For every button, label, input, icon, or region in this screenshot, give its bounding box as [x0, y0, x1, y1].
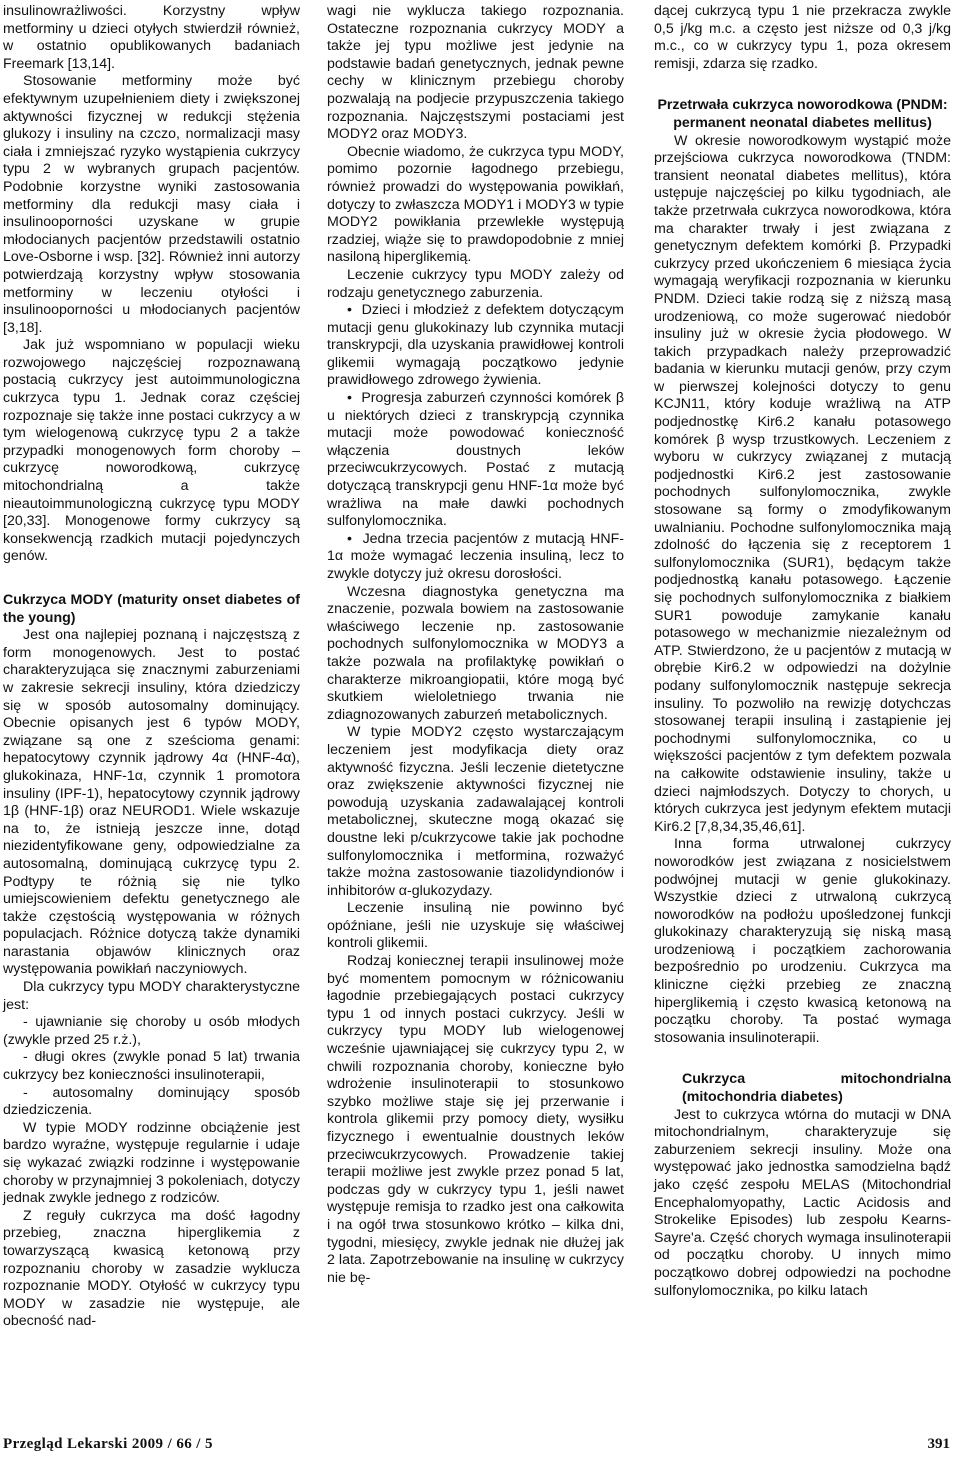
paragraph: Leczenie insuliną nie powinno być opóźniane, jeśli nie uzyskuje się właściwej kontroli glikemii. [327, 900, 624, 952]
paragraph: insulinowrażliwości. Korzystny wpływ metforminy u dzieci otyłych stwierdził również, w ostatnio opublikowanych badaniach Freemark [13,14]. [3, 3, 300, 72]
bullet-item: • Dzieci i młodzież z defektem dotyczącym mutacji genu glukokinazy lub czynnika mutacji transkrypcji, dla uzyskania prawidłowej kontroli glikemii wymagają początkowo jedynie prawidłowego zdrowego żywienia. [327, 302, 624, 390]
page-number: 391 [927, 1436, 950, 1452]
bullet-item: • Progresja zaburzeń czynności komórek β u niektórych dzieci z transkrypcją czynnika mutacji może powodować konieczność włączenia doustnych leków przeciwcukrzycowych. Postać z mutacją dotyczącą transkrypcji genu HNF-1α może być wrażliwa na małe dawki pochodnych sulfonylomocznika. [327, 390, 624, 531]
paragraph: Inna forma utrwalonej cukrzycy noworodków jest związana z nosicielstwem podwójnej mutacji w genie glukokinazy. Wszystkie dzieci z utrwaloną cukrzycą noworodków na podłożu upośledzonej funkcji glukokinazy charakteryzują się niską masą urodzeniową i początkiem zachorowania bezpośrednio po urodzeniu. Cukrzyca ma kliniczne ciężki przebieg ze znaczną hiperglikemią i często kwasicą ketonową na początku choroby. Ta postać wymaga stosowania insulinoterapii. [654, 836, 951, 1046]
text-column-1 [3, 3, 300, 1331]
paragraph: Stosowanie metforminy może być efektywnym uzupełnieniem diety i zwiększonej aktywności fizycznej w redukcji stężenia glukozy i insuliny na czczo, normalizacji masy ciała i zmniejszać ryzyko wystąpienia cukrzycy typu 2 w wybranych grupach pacjentów. Podobnie korzystne wyniki zastosowania metforminy dla redukcji masy ciała i insulinooporności uzyskane w grupie młodocianych pacjentów przedstawili ostatnio Love-Osborne i wsp. [32]. Również inni autorzy potwierdzają korzystny wpływ stosowania metforminy w leczeniu otyłości i insulinooporności u młodocianych pacjentów [3,18]. [3, 73, 300, 336]
paragraph: Rodzaj koniecznej terapii insulinowej może być momentem pomocnym w różnicowaniu łagodnie przebiegających postaci cukrzycy typu 1 od innych postaci cukrzycy. Jeśli w cukrzycy typu MODY lub wielogenowej wcześnie ujawniającej się cukrzycy typu 2, w chwili rozpoznania choroby, konieczne było wdrożenie insulinoterapii to stosunkowo szybko możliwe staje się jej przerwanie i kontrola glikemii przy pomocy diety, wysiłku fizycznego i ewentualnie doustnych leków przeciwcukrzycowych. Prowadzenie takiej terapii możliwe jest zwykle przez ponad 5 lat, podczas gdy w cukrzycy typu 1, jeśli nawet występuje remisja to rzadko jest ona całkowita i na ogół trwa stosunkowo krótko – kilka dni, tygodni, miesięcy, zwykle jednak nie dłużej jak 2 lata. Zapotrzebowanie na insulinę w cukrzycy nie bę- [327, 953, 624, 1286]
paragraph: W okresie noworodkowym wystąpić może przejściowa cukrzyca noworodkowa (TNDM: transient neonatal diabetes mellitus), która ustępuje najczęściej po kilku tygodniach, ale także przetrwała cukrzyca noworodkowa, która ma charakter trwały i jest związana z genetycznym defektem komórki β. Przypadki cukrzycy przed ukończeniem 6 miesiąca życia wymagają weryfikacji rozpoznania w kierunku PNDM. Dzieci takie rodzą się z niższą masą urodzeniową, co może sugerować niedobór insuliny już w okresie życia płodowego. W takich przypadkach należy przeprowadzić badania w kierunku mutacji genów, przy czym w pierwszej kolejności dotyczy to genu KCJN11, który koduje wrażliwą na ATP podjednostkę Kir6.2 kanału potasowego komórek β wysp trzustkowych. Leczeniem z wyboru w cukrzycy związanej z mutacją podjednostki Kir6.2 jest zastosowanie pochodnych sulfonylomocznika, zwykle stosowane są formy o zmodyfikowanym uwalnianiu. Pochodne sulfonylomocznika mają zdolność do łączenia się z receptorem 1 sulfonylomocznika (SUR1), będącym także podjednostką kanału potasowego. Łączenie się pochodnych sulfonylomocznika z białkiem SUR1 powoduje zamykanie kanału potasowego w mechanizmie niezależnym od ATP. Stwierdzono, że u pacjentów z mutacją w obrębie Kir6.2 w odpowiedzi na dożylnie podany sulfonylomocznik następuje sekrecja insuliny. To pozwoliło na rewizję dotychczas stosowanej terapii insuliną i zastąpienie jej pochodnymi sulfonylomocznika, co u większości pacjentów z tym defektem pozwala na całkowite odstawienie insuliny, także u dzieci najmłodszych. Dotyczy to chorych, u których cukrzyca jest jedynym efektem mutacji Kir6.2 [7,8,34,35,46,61]. [654, 132, 951, 835]
journal-citation: Przegląd Lekarski 2009 / 66 / 5 [3, 1436, 213, 1452]
section-heading-mitochondrial: Cukrzyca mitochondrialna (mitochondria diabetes) [682, 1071, 951, 1106]
paragraph: Wczesna diagnostyka genetyczna ma znaczenie, pozwala bowiem na zastosowanie właściwego leczenie np. zastosowanie pochodnych sulfonylomocznika w MODY3 a także pozwala na profilaktykę powikłań o charakterze mikroangiopatii, które mogą być skutkiem wieloletniego trwania nie zdiagnozowanych zaburzeń metabolicznych. [327, 583, 624, 723]
list-item: - ujawnianie się choroby u osób młodych (zwykle przed 25 r.ż.), [3, 1014, 300, 1048]
bullet-item: • Jedna trzecia pacjentów z mutacją HNF-1α może wymagać leczenia insuliną, lecz to zwykle dotyczy już okresu dorosłości. [327, 531, 624, 584]
paragraph: dącej cukrzycą typu 1 nie przekracza zwykle 0,5 j/kg m.c. a często jest niższe od 0,3 j/kg m.c., co w cukrzycy typu 1, poza okresem remisji, zdarza się rzadko. [654, 3, 951, 72]
text-column-2 [327, 3, 624, 1287]
section-heading-mody: Cukrzyca MODY (maturity onset diabetes of the young) [3, 592, 300, 626]
paragraph: W typie MODY rodzinne obciążenie jest bardzo wyraźne, występuje regularnie i udaje się wykazać związki rodzinne i występowanie choroby w przynajmniej 3 pokoleniach, dotyczy jednak zwykle jednego z rodziców. [3, 1119, 300, 1207]
paragraph: Jest to cukrzyca wtórna do mutacji w DNA mitochondrialnym, charakteryzuje się zaburzeniem sekrecji insuliny. Może ona występować jako jednostka samodzielna bądź jako część zespołu MELAS (Mitochondrial Encephalomyopathy, Lactic Acidosis and Strokelike Episodes) lub zespołu Kearns-Sayre'a. Część chorych wymaga insulinoterapii od początku choroby. U innych mimo początkowo dobrej odpowiedzi na pochodne sulfonylomocznika, po kilku latach [654, 1106, 951, 1299]
paragraph: Jak już wspomniano w populacji wieku rozwojowego najczęściej rozpoznawaną postacią cukrzycy jest autoimmunologiczna cukrzyca typu 1. Jednak coraz częściej rozpoznaje się także inne postaci cukrzycy a w tym wielogenową cukrzycę typu 2 a także przypadki monogenowych form choroby – cukrzycę noworodkową, cukrzycę mitochondrialną a także nieautoimmunologiczną cukrzycę typu MODY [20,33]. Monogenowe formy cukrzycy są konsekwencją rzadkich mutacji pojedynczych genów. [3, 337, 300, 565]
paragraph: Z reguły cukrzyca ma dość łagodny przebieg, znaczna hiperglikemia z towarzyszącą kwasicą ketonową przy rozpoznaniu choroby w zasadzie wyklucza rozpoznanie MODY. Otyłość w cukrzycy typu MODY w zasadzie nie występuje, ale obecność nad- [3, 1207, 300, 1330]
paragraph: Leczenie cukrzycy typu MODY zależy od rodzaju genetycznego zaburzenia. [327, 266, 624, 301]
list-item: - długi okres (zwykle ponad 5 lat) trwania cukrzycy bez konieczności insulinoterapii, [3, 1049, 300, 1084]
section-heading-pndm: Przetrwała cukrzyca noworodkowa (PNDM: permanent neonatal diabetes mellitus) [657, 97, 948, 131]
paragraph: wagi nie wyklucza takiego rozpoznania. Ostateczne rozpoznania cukrzycy MODY a także jej typu możliwe jest jedynie na podstawie badań genetycznych, jednak pewne cechy w klinicznym przebiegu choroby pozwalają na podjecie przypuszczenia takiego rozpoznania. Najczęstszymi postaciami jest MODY2 oraz MODY3. [327, 3, 624, 143]
paragraph: W typie MODY2 często wystarczającym leczeniem jest modyfikacja diety oraz aktywność fizyczna. Jeśli leczenie dietetyczne oraz zwiększenie aktywności fizycznej nie powodują uzyskania zadawalającej kontroli metabolicznej, skuteczne mogą okazać się doustne leki p/cukrzycowe takie jak pochodne sulfonylomocznika i metformina, rozważyć także można zastosowanie tiazolidyndionów i inhibitorów α-glukozydazy. [327, 724, 624, 899]
text-column-3 [654, 3, 951, 1300]
paragraph: Obecnie wiadomo, że cukrzyca typu MODY, pomimo pozornie łagodnego przebiegu, również prowadzi do występowania powikłań, dotyczy to zwłaszcza MODY1 i MODY3 w typie MODY2 powikłania przewlekłe występują rzadziej, wiąże się to prawdopodobnie z mniej nasiloną hiperglikemią. [327, 143, 624, 266]
list-item: - autosomalny dominujący sposób dziedziczenia. [3, 1084, 300, 1119]
paragraph: Jest ona najlepiej poznaną i najczęstszą z form monogenowych. Jest to postać charakteryzująca się znacznymi zaburzeniami w zakresie sekrecji insuliny, która dziedziczy się w sposób autosomalny dominujący. Obecnie opisanych jest 6 typów MODY, związane są one z sześcioma genami: hepatocytowy czynnik jądrowy 4α (HNF-4α), glukokinaza, HNF-1α, czynnik 1 promotora insuliny (IPF-1), hepatocytowy czynnik jądrowy 1β (HNF-1β) oraz NEUROD1. Wiele wskazuje na to, że istnieją jeszcze inne, dotąd niezidentyfikowane geny, odpowiedzialne za autosomalną, dominującą cukrzycę typu 2. Podtypy te różnią się nie tylko umiejscowieniem defektu genetycznego ale także częstością występowania w różnych populacjach. Różnice dotyczą także dynamiki narastania objawów klinicznych oraz występowania powikłań naczyniowych. [3, 627, 300, 978]
paragraph: Dla cukrzycy typu MODY charakterystyczne jest: [3, 979, 300, 1013]
